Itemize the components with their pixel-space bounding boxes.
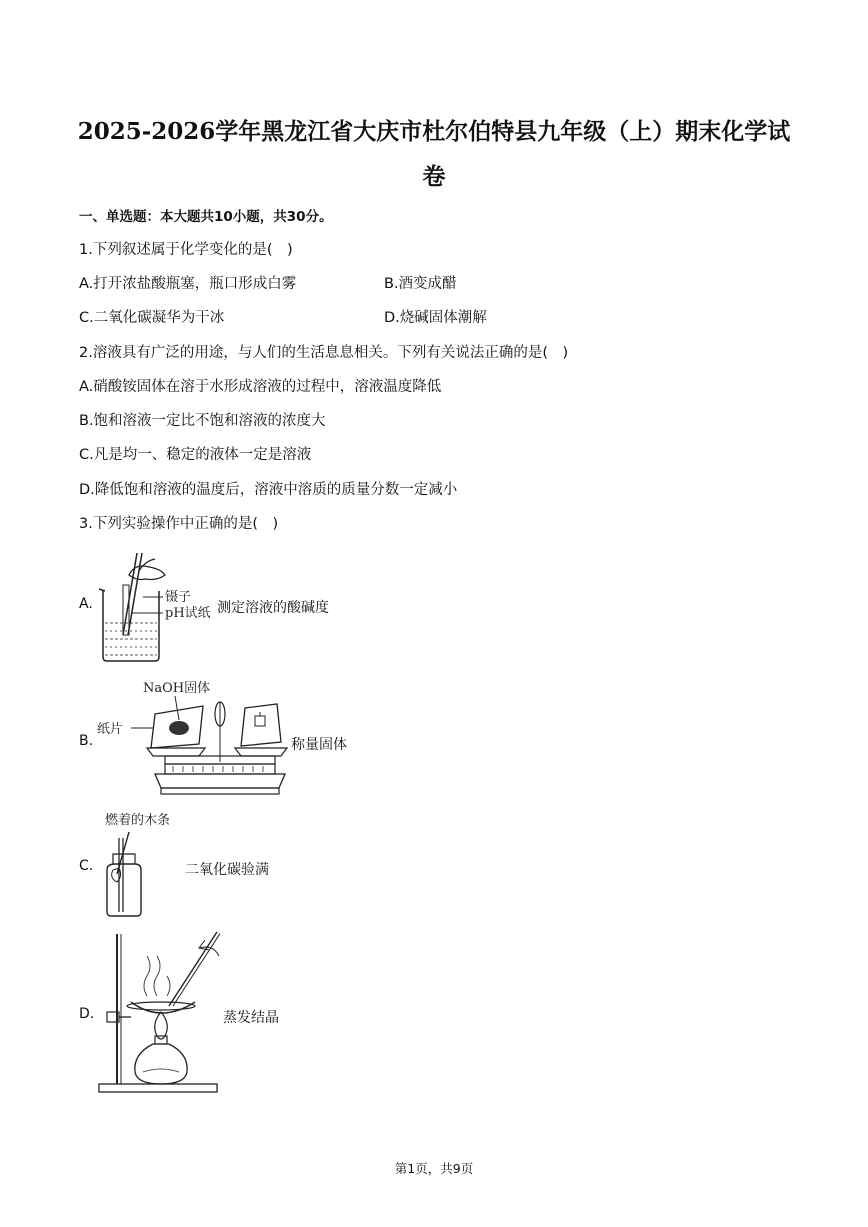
evaporation-figure [95,926,220,1096]
paper-label: 纸片 [97,722,124,737]
question-2-stem: 2.溶液具有广泛的用途，与人们的生活息息相关。下列有关说法正确的是( ) [79,345,569,361]
q1-option-d: D.烧碱固体潮解 [384,310,487,326]
ph-paper-label: pH试纸 [165,606,211,621]
exam-title-line1: 2025-2026学年黑龙江省大庆市杜尔伯特县九年级（上）期末化学试 [77,118,791,145]
gas-bottle-figure [95,808,195,920]
page-footer: 第1页，共9页 [394,1161,474,1176]
tweezers-label: 镊子 [165,590,192,605]
q3-option-c-letter: C. [79,858,94,874]
question-1-stem: 1.下列叙述属于化学变化的是( ) [79,242,293,258]
q3-option-a-caption: 测定溶液的酸碱度 [217,600,329,616]
q3-option-d-letter: D. [79,1006,95,1022]
q3-option-a-letter: A. [79,596,93,612]
q2-option-c: C.凡是均一、稳定的液体一定是溶液 [79,447,312,463]
balance-figure [95,676,290,801]
q2-option-a: A.硝酸铵固体在溶于水形成溶液的过程中，溶液温度降低 [79,379,442,395]
q3-option-b-caption: 称量固体 [291,737,347,753]
q3-option-d-caption: 蒸发结晶 [223,1010,279,1026]
exam-title-line2: 卷 [422,163,446,190]
q2-option-d: D.降低饱和溶液的温度后，溶液中溶质的质量分数一定减小 [79,482,458,498]
section-heading: 一、单选题：本大题共10小题，共30分。 [79,209,333,225]
q3-option-c-caption: 二氧化碳验满 [185,862,269,878]
q3-option-b-letter: B. [79,733,94,749]
q1-option-a: A.打开浓盐酸瓶塞，瓶口形成白雾 [79,276,297,292]
ph-test-figure [95,545,225,665]
q1-option-b: B.酒变成醋 [384,276,457,292]
q2-option-b: B.饱和溶液一定比不饱和溶液的浓度大 [79,413,326,429]
question-3-stem: 3.下列实验操作中正确的是( ) [79,516,279,532]
q1-option-c: C.二氧化碳凝华为干冰 [79,310,225,326]
naoh-label: NaOH固体 [143,681,211,696]
burning-stick-label: 燃着的木条 [105,813,171,828]
